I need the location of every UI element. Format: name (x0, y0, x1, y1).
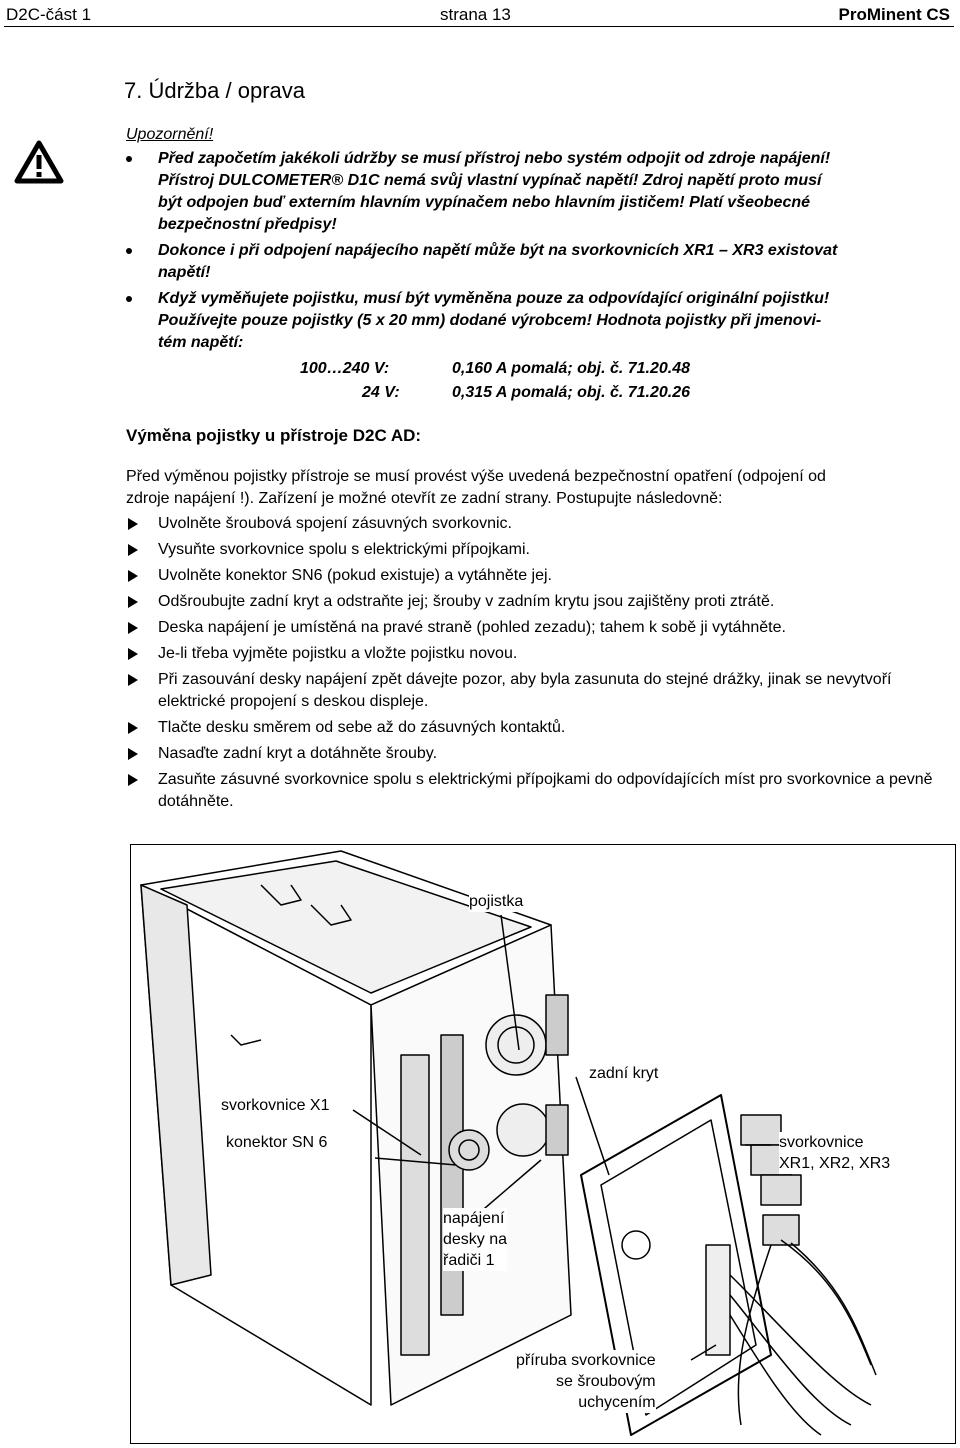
step-item: Odšroubujte zadní kryt a odstraňte jej; šrouby v zadním krytu jsou zajištěny proti ztrátě. (126, 591, 956, 613)
warning-title: Upozornění! (126, 126, 214, 143)
step-item: Uvolněte šroubová spojení zásuvných svorkovnic. (126, 513, 956, 535)
header-left: D2C-část 1 (6, 5, 92, 24)
step-item: Vysuňte svorkovnice spolu s elektrickými přípojkami. (126, 539, 956, 561)
subheading: Výměna pojistky u přístroje D2C AD: (126, 426, 422, 445)
step-item: Deska napájení je umístěná na pravé straně (pohled zezadu); tahem k sobě ji vytáhněte. (126, 617, 956, 639)
header-right: ProMinent CS (838, 5, 950, 24)
warning-bullet-1: Před započetím jakékoli údržby se musí přístroj nebo systém odpojit od zdroje napájení! Přístroj DULCOMETER® D1C nemá svůj vlastní vypínač napětí! Zdroj napětí proto musí být odpojen buď externím hlavním vypínačem nebo hlavním jističem! Platí všeobecné bezpečnostní předpisy! (126, 148, 956, 236)
step-item: Tlačte desku směrem od sebe až do zásuvných kontaktů. (126, 717, 956, 739)
step-item: Uvolněte konektor SN6 (pokud existuje) a vytáhněte jej. (126, 565, 956, 587)
step-item: Při zasouvání desky napájení zpět dávejte pozor, aby byla zasunuta do stejné drážky, jinak se nevytvoří elektrické propojení s deskou displeje. (126, 669, 956, 713)
page-header (4, 2, 954, 27)
label-back-cover: zadní kryt (589, 1065, 659, 1082)
section-title: 7. Údržba / oprava (124, 78, 305, 103)
label-terminals-xr: svorkovnice XR1, XR2, XR3 (779, 1134, 891, 1172)
step-item: Zasuňte zásuvné svorkovnice spolu s elektrickými přípojkami do odpovídajících míst pro svorkovnice a pevně dotáhněte. (126, 769, 956, 813)
fuse-voltage-1: 100…240 V: (300, 360, 390, 377)
label-fuse: pojistka (469, 893, 524, 910)
step-item: Nasaďte zadní kryt a dotáhněte šrouby. (126, 743, 956, 765)
warning-triangle-icon (14, 140, 64, 184)
step-item: Je-li třeba vyjměte pojistku a vložte pojistku novou. (126, 643, 956, 665)
label-flange: příruba svorkovnice se šroubovým uchycením (516, 1352, 656, 1411)
steps-list (126, 513, 956, 817)
fuse-voltage-2: 24 V: (362, 384, 400, 401)
intro-paragraph: Před výměnou pojistky přístroje se musí provést výše uvedená bezpečnostní opatření (odpojení od zdroje napájení !). Zařízení je možné otevřít ze zadní strany. Postupujte následovně: (126, 468, 826, 507)
fuse-spec-2: 0,315 A pomalá; obj. č. 71.20.26 (452, 384, 691, 401)
label-power-board: napájení desky na řadiči 1 (443, 1210, 508, 1269)
warning-bullet-2: Dokonce i při odpojení napájecího napětí může být na svorkovnicích XR1 – XR3 existovat napětí! (126, 240, 956, 284)
fuse-spec-1: 0,160 A pomalá; obj. č. 71.20.48 (452, 360, 691, 377)
device-exploded-figure (130, 844, 956, 1444)
header-page-number: strana 13 (440, 5, 511, 24)
label-terminal-x1: svorkovnice X1 (221, 1097, 330, 1114)
label-connector-sn6: konektor SN 6 (226, 1134, 328, 1151)
warning-bullet-3: Když vyměňujete pojistku, musí být vyměněna pouze za odpovídající originální pojistku! Používejte pouze pojistky (5 x 20 mm) dodané výrobcem! Hodnota pojistky při jmenovi- tém napětí: (126, 288, 956, 354)
